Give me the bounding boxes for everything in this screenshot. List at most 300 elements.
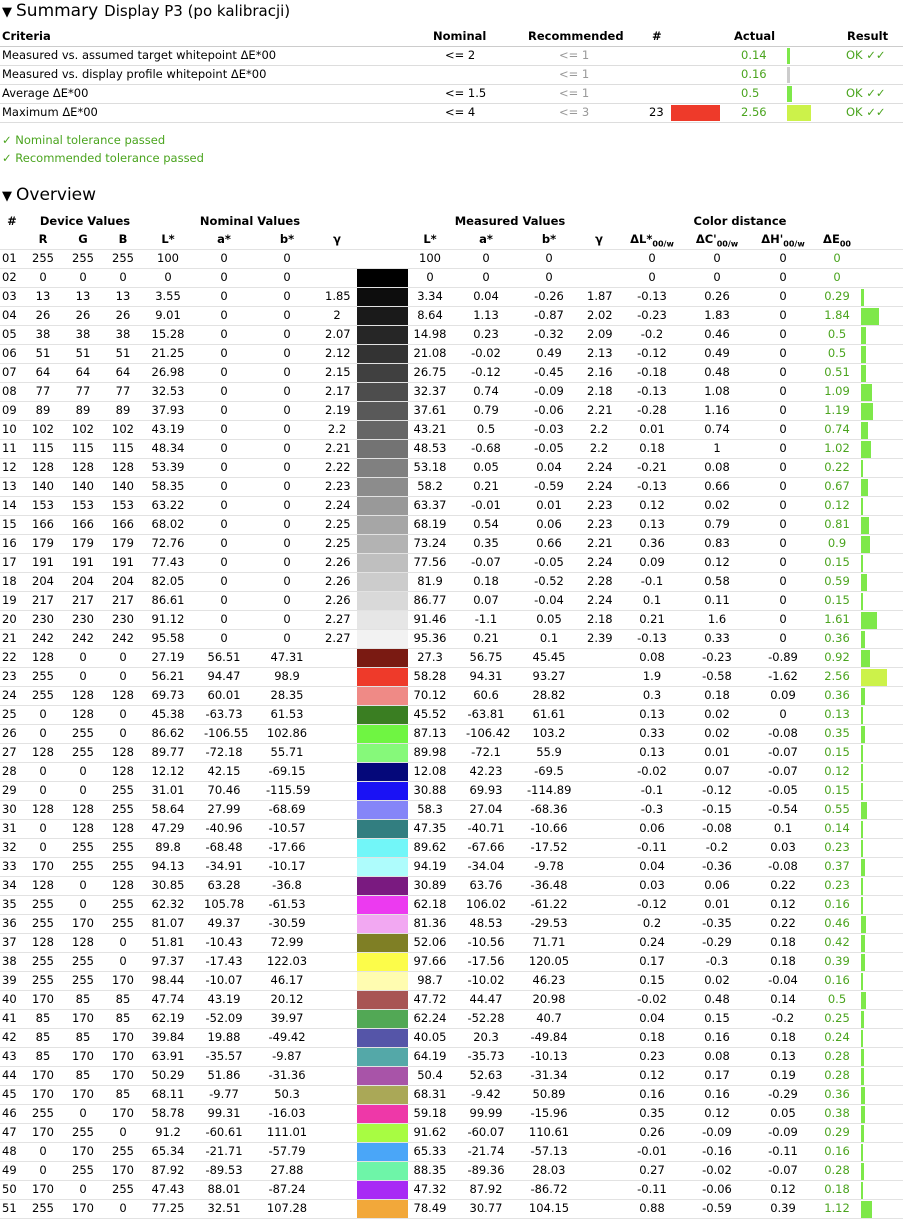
- overview-row: [0, 573, 903, 592]
- nominal-b: 0: [283, 460, 291, 474]
- delta-h: 0.22: [770, 878, 796, 892]
- device-g: 128: [72, 802, 94, 816]
- delta-e-bar: [861, 1163, 864, 1180]
- measured-b: 0.66: [536, 536, 562, 550]
- measured-a: -9.42: [471, 1087, 501, 1101]
- nominal-a: -52.09: [205, 1011, 243, 1025]
- nominal-gamma: 2.15: [325, 365, 351, 379]
- result-value: OK ✓✓: [846, 105, 886, 119]
- device-g: 191: [72, 555, 94, 569]
- nominal-l: 81.07: [151, 916, 185, 930]
- measured-b: 0.04: [536, 460, 562, 474]
- measured-l: 100: [419, 251, 441, 265]
- measured-b: 61.61: [532, 707, 566, 721]
- device-r: 0: [39, 783, 47, 797]
- delta-h: 0: [779, 593, 787, 607]
- header-criteria: Criteria: [2, 29, 51, 43]
- delta-h: -0.07: [768, 764, 798, 778]
- measured-a: -72.1: [471, 745, 501, 759]
- device-b: 128: [112, 878, 134, 892]
- measured-l: 12.08: [413, 764, 447, 778]
- delta-e: 1.19: [824, 403, 850, 417]
- measured-a: -0.01: [471, 498, 501, 512]
- delta-c: 0.06: [704, 878, 730, 892]
- color-swatch: [357, 991, 408, 1009]
- overview-row: [0, 630, 903, 649]
- delta-h: -0.08: [768, 726, 798, 740]
- delta-e: 0.13: [824, 707, 850, 721]
- nominal-gamma: 2.27: [325, 612, 351, 626]
- nominal-b: 0: [283, 593, 291, 607]
- measured-b: 93.27: [532, 669, 566, 683]
- delta-l: 0.24: [639, 935, 665, 949]
- delta-e: 0.15: [824, 783, 850, 797]
- color-swatch: [357, 478, 408, 496]
- device-g: 64: [75, 365, 91, 379]
- measured-b: 28.03: [532, 1163, 566, 1177]
- actual-value: 2.56: [741, 105, 767, 119]
- measured-b: -0.26: [534, 289, 564, 303]
- measured-b: 50.89: [532, 1087, 566, 1101]
- device-r: 255: [32, 669, 54, 683]
- device-g: 0: [79, 1182, 87, 1196]
- device-g: 128: [72, 935, 94, 949]
- color-swatch: [357, 1181, 408, 1199]
- measured-b: -10.13: [530, 1049, 568, 1063]
- patch-number: 46: [2, 1106, 17, 1120]
- device-r: 170: [32, 1125, 54, 1139]
- patch-number: 39: [2, 973, 17, 987]
- patch-number: 42: [2, 1030, 17, 1044]
- device-r: 128: [32, 650, 54, 664]
- measured-l: 89.98: [413, 745, 447, 759]
- delta-c: -0.2: [705, 840, 729, 854]
- measured-a: 0: [482, 270, 490, 284]
- overview-table: [0, 213, 903, 1219]
- device-g: 153: [72, 498, 94, 512]
- device-g: 230: [72, 612, 94, 626]
- nominal-l: 69.73: [151, 688, 185, 702]
- overview-row: [0, 554, 903, 573]
- nominal-l: 50.29: [151, 1068, 185, 1082]
- nominal-a: 60.01: [207, 688, 241, 702]
- actual-value: 0.14: [741, 48, 767, 62]
- measured-b: 110.61: [528, 1125, 570, 1139]
- nominal-gamma: 2.24: [325, 498, 351, 512]
- color-swatch: [357, 1162, 408, 1180]
- actual-bar: [787, 86, 792, 102]
- measured-a: -106.42: [466, 726, 511, 740]
- measured-a: -40.71: [467, 821, 505, 835]
- delta-l: -0.01: [637, 1144, 667, 1158]
- delta-c: 1.08: [704, 384, 730, 398]
- measured-gamma: 2.18: [587, 384, 613, 398]
- delta-c: 0.01: [704, 745, 730, 759]
- nominal-l: 100: [157, 251, 179, 265]
- device-g: 255: [72, 726, 94, 740]
- color-swatch: [357, 592, 408, 610]
- delta-c: 0.58: [704, 574, 730, 588]
- measured-b: 120.05: [528, 954, 570, 968]
- device-b: 115: [112, 441, 134, 455]
- patch-number: 12: [2, 460, 17, 474]
- delta-e: 0.25: [824, 1011, 850, 1025]
- measured-l: 58.28: [413, 669, 447, 683]
- color-swatch: [357, 250, 408, 268]
- delta-c: 0.16: [704, 1030, 730, 1044]
- color-swatch: [357, 649, 408, 667]
- nominal-gamma: 2.21: [325, 441, 351, 455]
- measured-a: 0.05: [473, 460, 499, 474]
- device-r: 217: [32, 593, 54, 607]
- delta-e-bar: [861, 384, 872, 401]
- summary-subtitle: Display P3 (po kalibracji): [104, 2, 291, 20]
- delta-l: 0.26: [639, 1125, 665, 1139]
- delta-h: 0.12: [770, 1182, 796, 1196]
- delta-e-bar: [861, 1011, 864, 1028]
- device-g: 255: [72, 973, 94, 987]
- nominal-b: 55.71: [270, 745, 304, 759]
- nominal-b: -36.8: [272, 878, 302, 892]
- nominal-a: 0: [220, 498, 228, 512]
- measured-gamma: 2.23: [587, 498, 613, 512]
- delta-h: -0.07: [768, 1163, 798, 1177]
- nominal-l: 91.2: [155, 1125, 181, 1139]
- device-b: 255: [112, 1182, 134, 1196]
- delta-e-bar: [861, 1125, 864, 1142]
- device-b: 255: [112, 859, 134, 873]
- nominal-a: 0: [220, 479, 228, 493]
- nominal-l: 63.22: [151, 498, 185, 512]
- delta-l: -0.1: [640, 783, 664, 797]
- recommended-value: <= 1: [559, 86, 590, 100]
- nominal-b: -115.59: [266, 783, 311, 797]
- color-swatch: [357, 1048, 408, 1066]
- measured-a: 52.63: [469, 1068, 503, 1082]
- color-swatch: [357, 611, 408, 629]
- color-swatch: [357, 763, 408, 781]
- nominal-gamma: 2.07: [325, 327, 351, 341]
- delta-e: 0.55: [824, 802, 850, 816]
- nominal-a: -89.53: [205, 1163, 243, 1177]
- measured-l: 94.19: [413, 859, 447, 873]
- measured-a: -10.02: [467, 973, 505, 987]
- col-g: G: [78, 232, 88, 246]
- device-r: 0: [39, 726, 47, 740]
- col-l: L*: [161, 232, 175, 246]
- delta-h: -0.89: [768, 650, 798, 664]
- patch-number: 18: [2, 574, 17, 588]
- device-b: 0: [119, 935, 127, 949]
- delta-l: 0.04: [639, 1011, 665, 1025]
- nominal-a: -40.96: [205, 821, 243, 835]
- delta-h: -0.54: [768, 802, 798, 816]
- measured-l: 40.05: [413, 1030, 447, 1044]
- measured-b: 0.01: [536, 498, 562, 512]
- device-b: 170: [112, 1163, 134, 1177]
- delta-h: 0: [779, 517, 787, 531]
- device-g: 255: [72, 859, 94, 873]
- delta-e: 1.84: [824, 308, 850, 322]
- delta-c: 0.15: [704, 1011, 730, 1025]
- nominal-b: 0: [283, 270, 291, 284]
- measured-b: -68.36: [530, 802, 568, 816]
- measured-l: 91.62: [413, 1125, 447, 1139]
- delta-c: -0.12: [702, 783, 732, 797]
- delta-e: 0.46: [824, 916, 850, 930]
- measured-a: 69.93: [469, 783, 503, 797]
- delta-c: 0.08: [704, 460, 730, 474]
- device-r: 85: [35, 1011, 51, 1025]
- measured-gamma: 2.21: [587, 536, 613, 550]
- overview-row: [0, 858, 903, 877]
- nominal-gamma: 2.23: [325, 479, 351, 493]
- measured-a: 48.53: [469, 916, 503, 930]
- nominal-l: 47.74: [151, 992, 185, 1006]
- overview-row: [0, 991, 903, 1010]
- color-swatch: [357, 573, 408, 591]
- measured-b: -31.34: [530, 1068, 568, 1082]
- color-swatch: [357, 687, 408, 705]
- delta-l: 0.04: [639, 859, 665, 873]
- device-r: 179: [32, 536, 54, 550]
- nominal-l: 98.44: [151, 973, 185, 987]
- delta-c: -0.59: [702, 1201, 732, 1215]
- delta-h: 0.09: [770, 688, 796, 702]
- nominal-a: 49.37: [207, 916, 241, 930]
- measured-gamma: 2.2: [589, 441, 609, 455]
- delta-h: 0.1: [773, 821, 793, 835]
- header-num: #: [652, 29, 662, 43]
- delta-l: -0.13: [637, 384, 667, 398]
- delta-h: 0: [779, 365, 787, 379]
- overview-title: Overview: [16, 185, 97, 205]
- delta-e: 0.28: [824, 1049, 850, 1063]
- measured-b: 104.15: [528, 1201, 570, 1215]
- patch-number: 09: [2, 403, 17, 417]
- delta-e: 0.29: [824, 289, 850, 303]
- collapse-triangle-icon[interactable]: ▼: [2, 5, 12, 20]
- delta-e: 1.12: [824, 1201, 850, 1215]
- nominal-a: 0: [220, 365, 228, 379]
- delta-h: -0.11: [768, 1144, 798, 1158]
- delta-e: 0.81: [824, 517, 850, 531]
- nominal-l: 26.98: [151, 365, 185, 379]
- delta-l: 0.17: [639, 954, 665, 968]
- summary-header[interactable]: [2, 1, 290, 21]
- delta-e: 1.61: [824, 612, 850, 626]
- nominal-l: 21.25: [151, 346, 185, 360]
- measured-l: 78.49: [413, 1201, 447, 1215]
- delta-c: 0.02: [704, 726, 730, 740]
- delta-c: -0.58: [702, 669, 732, 683]
- nominal-b: 0: [283, 327, 291, 341]
- nominal-l: 30.85: [151, 878, 185, 892]
- delta-e-bar: [861, 745, 863, 762]
- nominal-a: 99.31: [207, 1106, 241, 1120]
- measured-b: -0.04: [534, 593, 564, 607]
- nominal-b: 0: [283, 498, 291, 512]
- device-g: 204: [72, 574, 94, 588]
- delta-e-bar: [861, 1087, 865, 1104]
- measured-a: -89.36: [467, 1163, 505, 1177]
- col-measured-l: L*: [423, 232, 437, 246]
- delta-e-bar: [861, 479, 868, 496]
- delta-h: 0: [779, 403, 787, 417]
- measured-b: -0.06: [534, 403, 564, 417]
- device-r: 0: [39, 1144, 47, 1158]
- delta-c: 0.79: [704, 517, 730, 531]
- delta-c: 0.02: [704, 973, 730, 987]
- measured-a: -63.81: [467, 707, 505, 721]
- measured-a: 106.02: [466, 897, 507, 911]
- delta-e-bar: [861, 802, 867, 819]
- device-r: 0: [39, 764, 47, 778]
- measured-b: -114.89: [527, 783, 572, 797]
- measured-b: 0.06: [536, 517, 562, 531]
- color-swatch: [357, 1067, 408, 1085]
- measured-l: 27.3: [417, 650, 443, 664]
- device-g: 0: [79, 783, 87, 797]
- delta-h: 0.03: [770, 840, 796, 854]
- measured-a: 42.23: [469, 764, 503, 778]
- nominal-b: 0: [283, 536, 291, 550]
- patch-number: 36: [2, 916, 17, 930]
- delta-l: -0.28: [637, 403, 667, 417]
- measured-l: 81.9: [417, 574, 443, 588]
- device-r: 26: [35, 308, 51, 322]
- device-r: 0: [39, 840, 47, 854]
- delta-h: 0: [779, 327, 787, 341]
- color-swatch: [357, 630, 408, 648]
- overview-header[interactable]: [2, 185, 96, 205]
- measured-l: 8.64: [417, 308, 443, 322]
- nominal-l: 68.11: [151, 1087, 185, 1101]
- device-r: 128: [32, 935, 54, 949]
- nominal-l: 62.32: [151, 897, 185, 911]
- delta-e-bar: [861, 365, 866, 382]
- nominal-b: 46.17: [270, 973, 304, 987]
- overview-row: [0, 345, 903, 364]
- nominal-l: 56.21: [151, 669, 185, 683]
- overview-row: [0, 1181, 903, 1200]
- delta-h: 0.13: [770, 1049, 796, 1063]
- device-r: 255: [32, 973, 54, 987]
- nominal-l: 62.19: [151, 1011, 185, 1025]
- delta-c: -0.35: [702, 916, 732, 930]
- measured-a: 27.04: [469, 802, 503, 816]
- delta-e-bar: [861, 764, 863, 781]
- measured-a: 0.5: [476, 422, 496, 436]
- device-r: 204: [32, 574, 54, 588]
- delta-l: 0.12: [639, 498, 665, 512]
- delta-h: 0.39: [770, 1201, 796, 1215]
- nominal-l: 47.29: [151, 821, 185, 835]
- nominal-b: -57.79: [268, 1144, 306, 1158]
- delta-l: -0.13: [637, 631, 667, 645]
- nominal-gamma: 2.25: [325, 536, 351, 550]
- overview-group-header-row: [0, 213, 903, 231]
- delta-e-bar: [861, 688, 865, 705]
- delta-e-bar: [861, 650, 870, 667]
- measured-b: -9.78: [534, 859, 564, 873]
- delta-h: 0: [779, 631, 787, 645]
- nominal-l: 82.05: [151, 574, 185, 588]
- device-r: 255: [32, 1201, 54, 1215]
- overview-row: [0, 478, 903, 497]
- delta-l: 0.21: [639, 612, 665, 626]
- summary-row: [0, 85, 903, 104]
- device-b: 0: [119, 1201, 127, 1215]
- color-swatch: [357, 307, 408, 325]
- measured-a: 1.13: [473, 308, 499, 322]
- delta-h: 0: [779, 707, 787, 721]
- delta-e: 0.36: [824, 631, 850, 645]
- overview-row: [0, 611, 903, 630]
- collapse-triangle-icon[interactable]: ▼: [2, 189, 12, 204]
- measured-gamma: 1.87: [587, 289, 613, 303]
- delta-l: -0.13: [637, 289, 667, 303]
- measured-l: 14.98: [413, 327, 447, 341]
- measured-l: 47.72: [413, 992, 447, 1006]
- col-b: B: [118, 232, 128, 246]
- nominal-b: 61.53: [270, 707, 304, 721]
- device-b: 38: [115, 327, 131, 341]
- actual-bar: [787, 67, 790, 83]
- nominal-value: <= 4: [445, 105, 476, 119]
- overview-row: [0, 782, 903, 801]
- device-b: 255: [112, 251, 134, 265]
- device-b: 255: [112, 783, 134, 797]
- measured-l: 77.56: [413, 555, 447, 569]
- overview-row: [0, 364, 903, 383]
- delta-c: 0.18: [704, 688, 730, 702]
- device-g: 170: [72, 1144, 94, 1158]
- delta-l: 0.06: [639, 821, 665, 835]
- group-nominal: Nominal Values: [199, 214, 301, 228]
- nominal-l: 27.19: [151, 650, 185, 664]
- nominal-a: 0: [220, 384, 228, 398]
- delta-l: -0.1: [640, 574, 664, 588]
- measured-b: -0.32: [534, 327, 564, 341]
- overview-row: [0, 307, 903, 326]
- delta-c: 0.26: [704, 289, 730, 303]
- measured-b: -36.48: [530, 878, 568, 892]
- measured-l: 68.19: [413, 517, 447, 531]
- nominal-a: 70.46: [207, 783, 241, 797]
- delta-e-bar: [861, 612, 877, 629]
- delta-l: -0.2: [640, 327, 664, 341]
- delta-e: 0.37: [824, 859, 850, 873]
- measured-gamma: 2.39: [587, 631, 613, 645]
- delta-h: -0.08: [768, 859, 798, 873]
- delta-h: 0: [779, 441, 787, 455]
- delta-c: 0.48: [704, 992, 730, 1006]
- measured-l: 62.24: [413, 1011, 447, 1025]
- measured-b: 20.98: [532, 992, 566, 1006]
- delta-c: 0.11: [704, 593, 730, 607]
- delta-e: 0.39: [824, 954, 850, 968]
- overview-row: [0, 1010, 903, 1029]
- header-nominal: Nominal: [433, 29, 487, 43]
- measured-b: -0.09: [534, 384, 564, 398]
- device-r: 166: [32, 517, 54, 531]
- delta-e: 0.15: [824, 593, 850, 607]
- device-g: 140: [72, 479, 94, 493]
- summary-table: [0, 28, 903, 123]
- device-r: 51: [35, 346, 51, 360]
- nominal-b: -61.53: [268, 897, 306, 911]
